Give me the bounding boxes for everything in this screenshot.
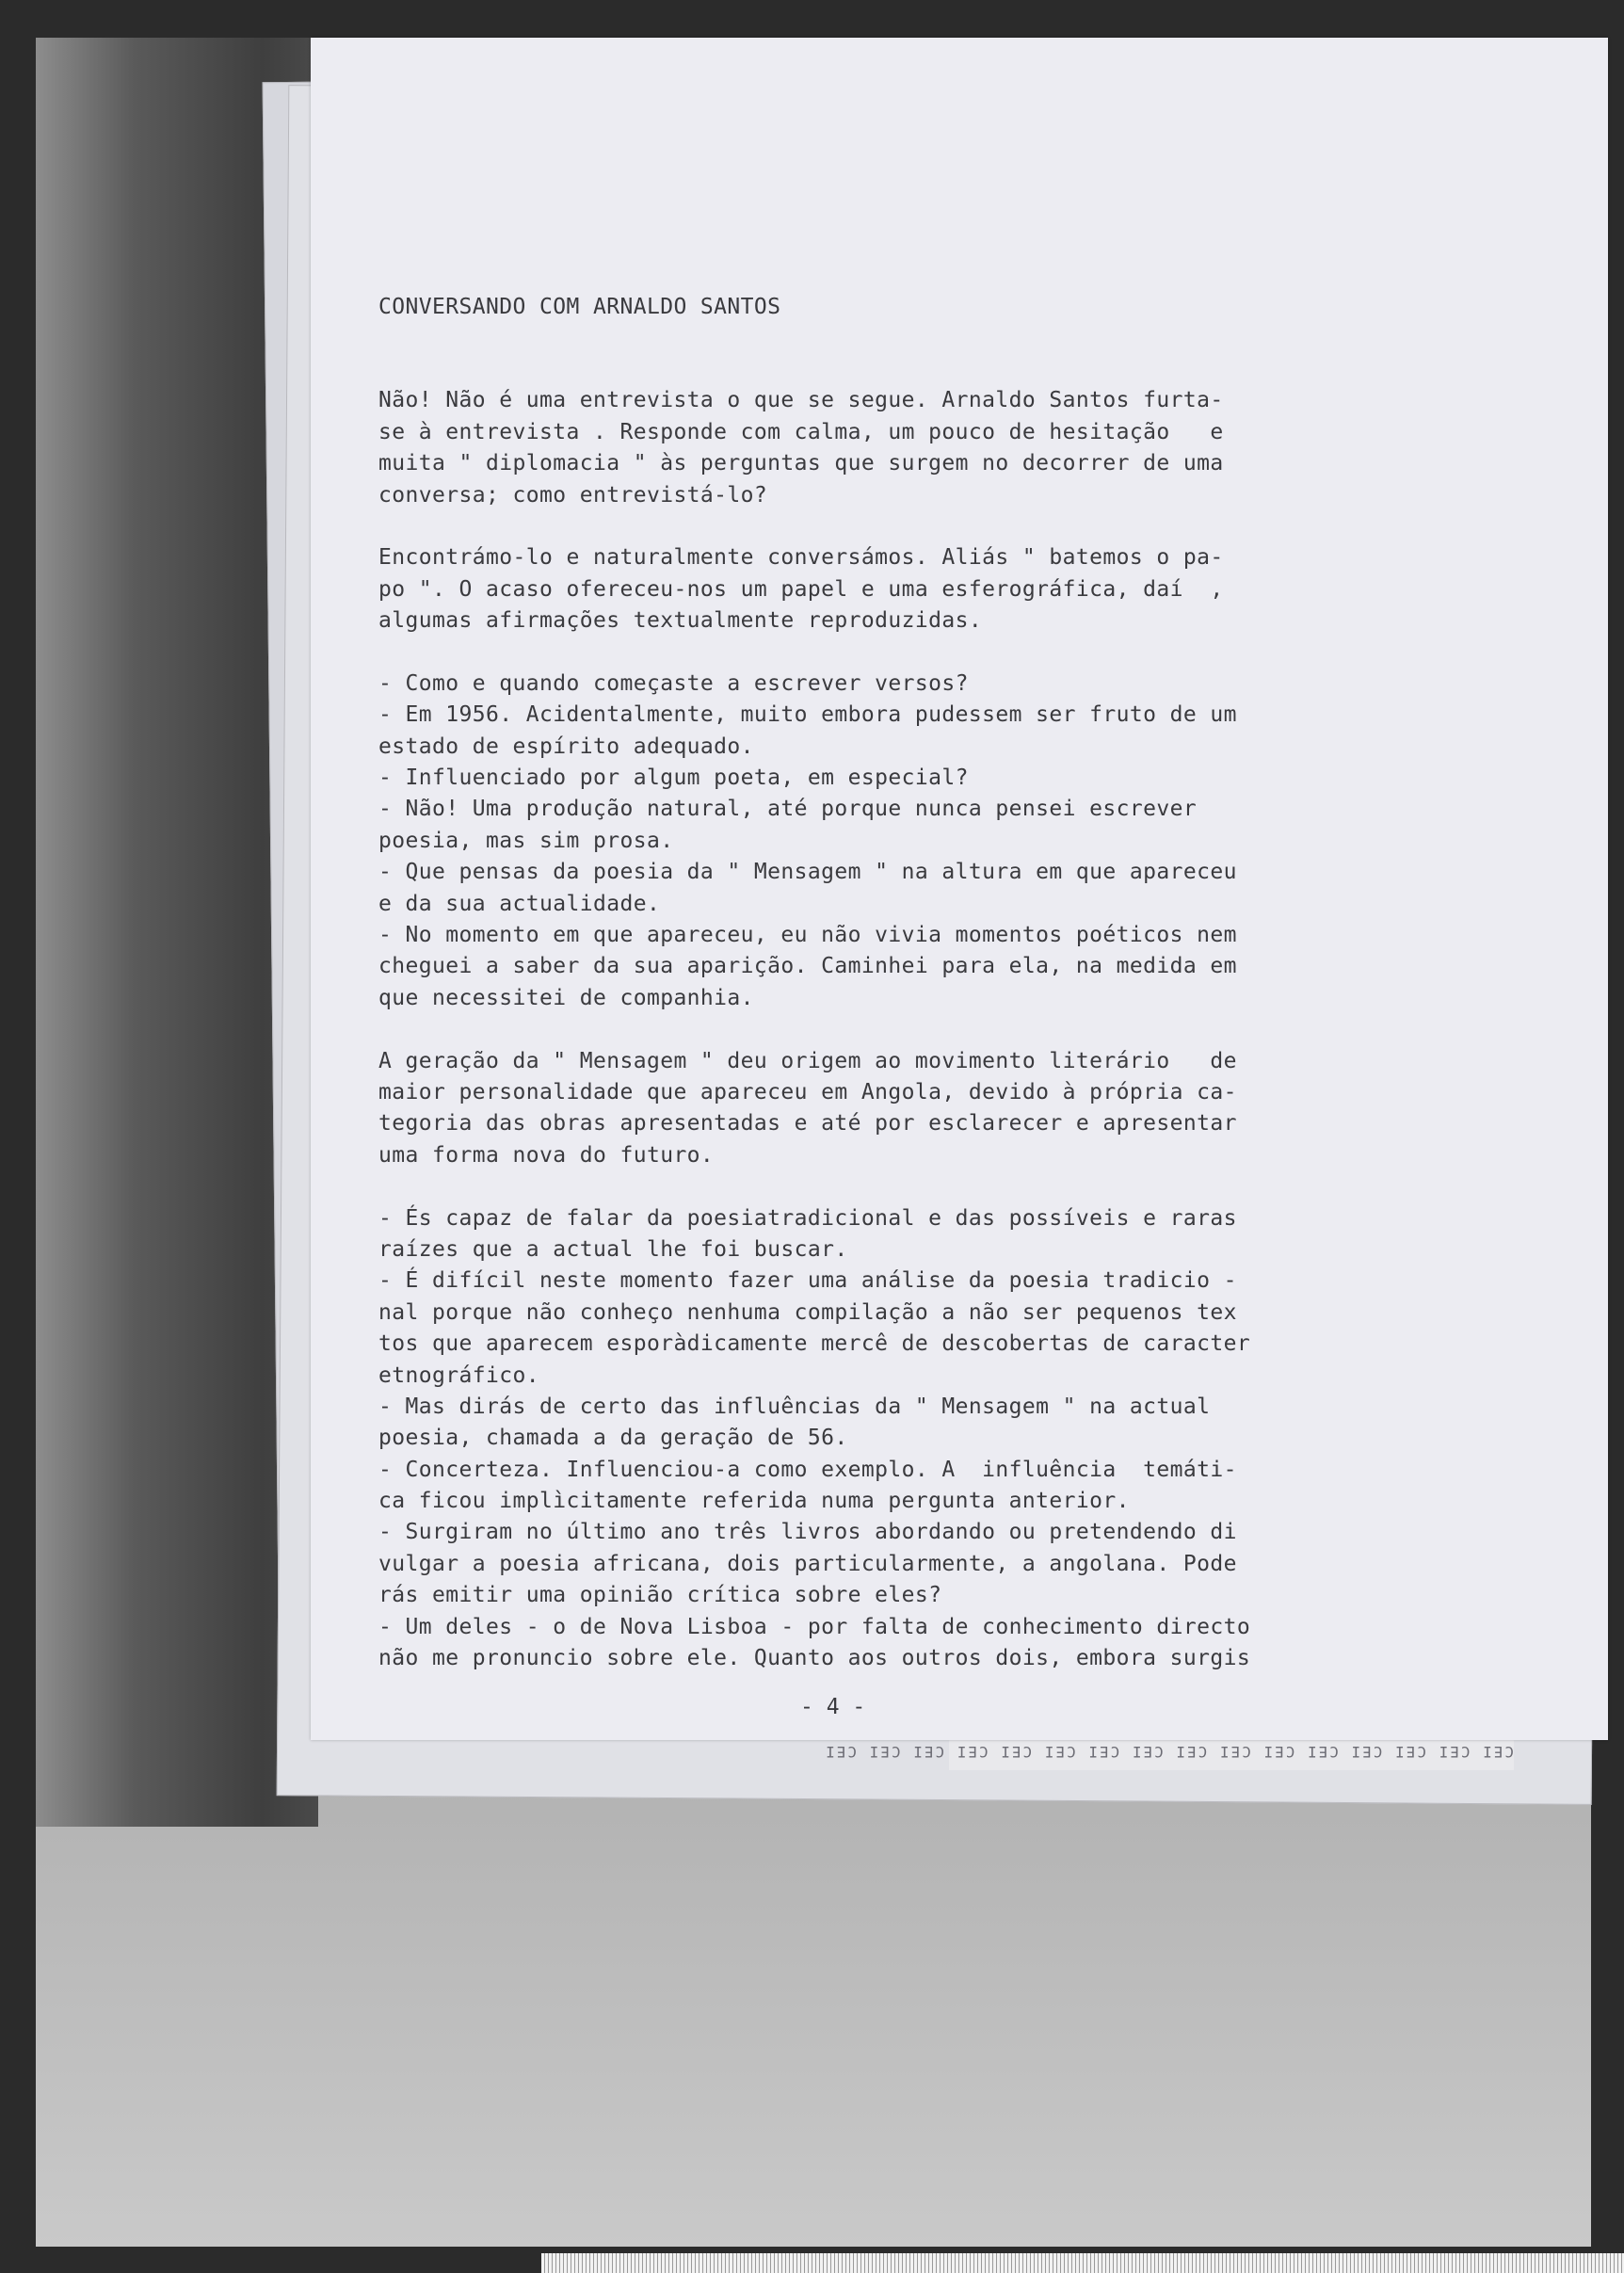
text-line: e da sua actualidade.	[378, 891, 661, 916]
text-line: que necessitei de companhia.	[378, 985, 754, 1010]
text-line: cheguei a saber da sua aparição. Caminhei para ela, na medida em	[378, 954, 1237, 979]
paragraph	[378, 385, 1480, 511]
text-line: tegoria das obras apresentadas e até por esclarecer e apresentar	[378, 1111, 1237, 1136]
text-line: ca ficou implìcitamente referida numa pergunta anterior.	[378, 1489, 1130, 1514]
paragraph-gap	[378, 511, 1480, 542]
text-line: estado de espírito adequado.	[378, 733, 754, 759]
paragraph	[378, 1203, 1480, 1675]
text-line: Não! Não é uma entrevista o que se segue. Arnaldo Santos furta-	[378, 388, 1224, 413]
text-line: po ". O acaso ofereceu-nos um papel e uma esferográfica, daí ,	[378, 576, 1224, 602]
paragraph-gap	[378, 1171, 1480, 1202]
stamp-strip: CEI CEI CEI CEI CEI CEI CEI CEI CEI CEI CEI CEI CEI CEI CEI CEI	[949, 1733, 1514, 1770]
paragraph-gap	[378, 1014, 1480, 1045]
text-line: - És capaz de falar da poesiatradicional e das possíveis e raras	[378, 1205, 1237, 1231]
paragraph	[378, 669, 1480, 1014]
text-line: - É difícil neste momento fazer uma análise da poesia tradicio -	[378, 1268, 1237, 1294]
text-line: muita " diplomacia " às perguntas que surgem no decorrer de uma	[378, 451, 1224, 476]
text-line: - Não! Uma produção natural, até porque nunca pensei escrever	[378, 797, 1198, 822]
text-line: vulgar a poesia africana, dois particularmente, a angolana. Pode	[378, 1551, 1237, 1576]
text-line: poesia, mas sim prosa.	[378, 828, 674, 853]
text-line: Encontrámo-lo e naturalmente conversámos. Aliás " batemos o pa-	[378, 545, 1224, 571]
page-number: - 4 -	[800, 1695, 866, 1719]
text-line: - Surgiram no último ano três livros abordando ou pretendendo di	[378, 1520, 1237, 1545]
scale-ruler	[541, 2253, 1624, 2273]
document-body	[378, 292, 1480, 1674]
text-line: raízes que a actual lhe foi buscar.	[378, 1236, 848, 1262]
text-line: maior personalidade que apareceu em Angola, devido à própria ca-	[378, 1079, 1237, 1104]
text-line: etnográfico.	[378, 1362, 539, 1388]
text-line: - Em 1956. Acidentalmente, muito embora pudessem ser fruto de um	[378, 702, 1237, 728]
text-line: - Concerteza. Influenciou-a como exemplo. A influência temáti-	[378, 1457, 1237, 1482]
text-line: - Que pensas da poesia da " Mensagem " na altura em que apareceu	[378, 860, 1237, 885]
paragraph	[378, 542, 1480, 637]
text-line: se à entrevista . Responde com calma, um pouco de hesitação e	[378, 419, 1224, 444]
paragraph	[378, 1046, 1480, 1172]
text-line: - Um deles - o de Nova Lisboa - por falta de conhecimento directo	[378, 1614, 1251, 1639]
text-line: - Influenciado por algum poeta, em especial?	[378, 766, 969, 791]
text-line: rás emitir uma opinião crítica sobre eles?	[378, 1583, 942, 1608]
paragraph-gap	[378, 637, 1480, 669]
text-line: - Mas dirás de certo das influências da " Mensagem " na actual	[378, 1394, 1211, 1419]
text-line: uma forma nova do futuro.	[378, 1142, 715, 1168]
text-line: - No momento em que apareceu, eu não vivia momentos poéticos nem	[378, 923, 1237, 948]
text-line: algumas afirmações textualmente reproduzidas.	[378, 608, 983, 634]
text-line: A geração da " Mensagem " deu origem ao movimento literário de	[378, 1048, 1237, 1073]
document-title: CONVERSANDO COM ARNALDO SANTOS	[378, 295, 781, 319]
text-line: tos que aparecem esporàdicamente mercê de descobertas de caracter	[378, 1331, 1251, 1357]
text-line: nal porque não conheço nenhuma compilação a não ser pequenos tex	[378, 1299, 1237, 1325]
text-line: conversa; como entrevistá-lo?	[378, 482, 768, 508]
text-line: - Como e quando começaste a escrever versos?	[378, 670, 969, 696]
text-line: poesia, chamada a da geração de 56.	[378, 1426, 848, 1451]
text-line: não me pronuncio sobre ele. Quanto aos outros dois, embora surgis	[378, 1646, 1251, 1671]
